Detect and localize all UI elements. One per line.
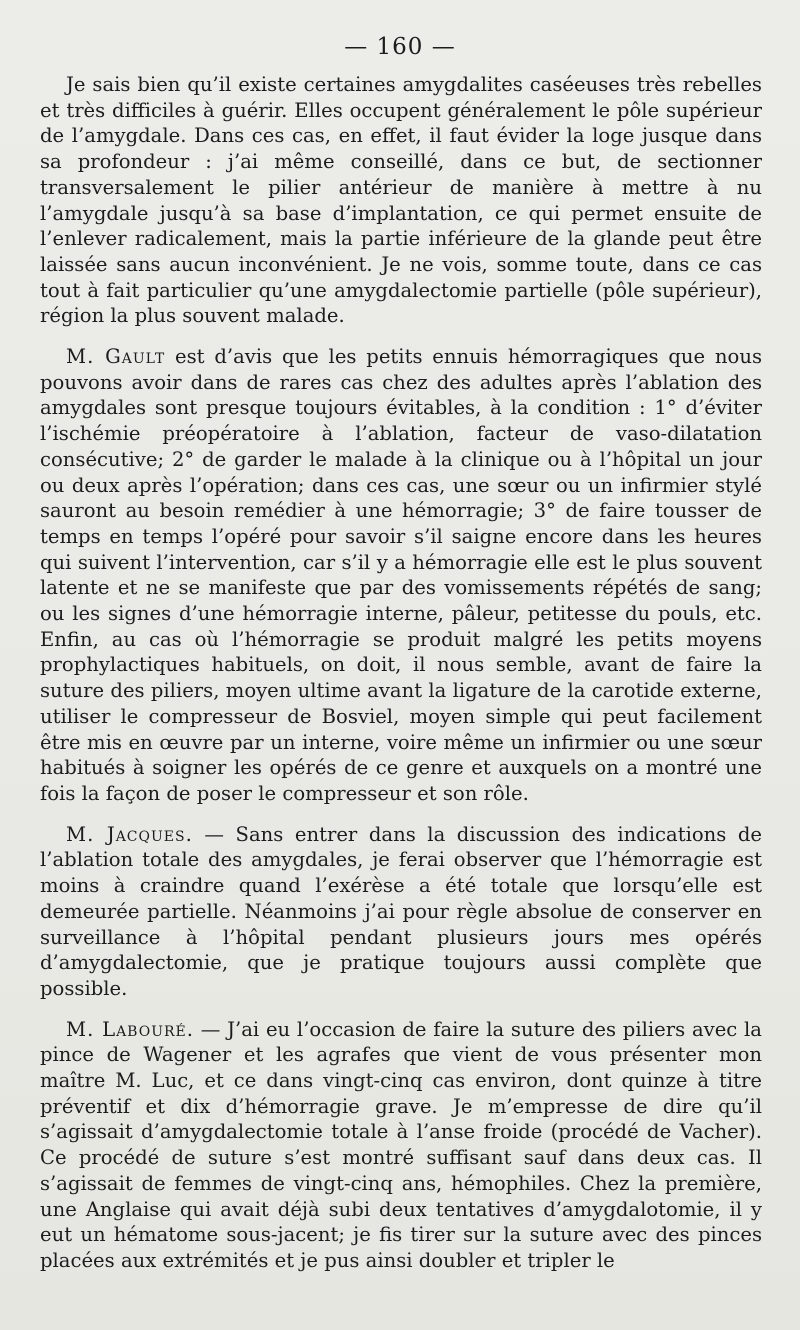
speaker-name: M. Jacques. <box>66 822 193 846</box>
paragraph-text: est d’avis que les petits ennuis hémorragiques que nous pouvons avoir dans de rares cas chez des adultes après l’ablation des amygdales sont presque toujours évitables, à la condition : 1° d’éviter l’ischémie préopératoire à l’ablation, facteur de vaso-dilatation consécutive; 2° de garder le malade à la clinique ou à l’hôpital un jour ou deux après l’opération; dans ces cas, une sœur ou un infirmier stylé sauront au besoin remédier à une hémorragie; 3° de faire tousser de temps en temps l’opéré pour savoir s’il saigne encore dans les heures qui suivent l’intervention, car s’il y a hémorragie elle est le plus souvent latente et ne se manifeste que par des vomissements répétés de sang; ou les signes d’une hémorragie interne, pâleur, petitesse du pouls, etc. Enfin, au cas où l’hémorragie se produit malgré les petits moyens prophylactiques habituels, on doit, il nous semble, avant de faire la suture des piliers, moyen ultime avant la ligature de la carotide externe, utiliser le compresseur de Bosviel, moyen simple qui peut facilement être mis en œuvre par un interne, voire même un infirmier ou une sœur habitués à soigner les opérés de ce genre et auxquels on a montré une fois la façon de poser le compresseur et son rôle. <box>40 345 762 805</box>
paragraph-3 <box>40 822 762 1002</box>
paragraph-text: — Sans entrer dans la discussion des indications de l’ablation totale des amygdales, je ferai observer que l’hémorragie est moins à craindre quand l’exérèse a été totale que lorsqu’elle est demeurée partielle. Néanmoins j’ai pour règle absolue de conserver en surveillance à l’hôpital pendant plusieurs jours mes opérés d’amygdalectomie, que je pratique toujours aussi complète que possible. <box>40 822 763 1000</box>
page-number: — 160 — <box>344 34 456 60</box>
speaker-name: M. Labouré. <box>66 1017 194 1041</box>
paragraph-4 <box>40 1017 762 1274</box>
paragraph-1 <box>40 72 762 329</box>
body-text <box>40 72 762 1289</box>
paragraph-2 <box>40 344 762 807</box>
speaker-name: M. Gault <box>66 345 166 369</box>
paragraph-text: — J’ai eu l’occasion de faire la suture des piliers avec la pince de Wagener et les agrafes que vient de vous présenter mon maître M. Luc, et ce dans vingt-cinq cas environ, dont quinze à titre préventif et dix d’hémorragie grave. Je m’empresse de dire qu’il s’agissait d’amygdalectomie totale à l’anse froide (procédé de Vacher). Ce procédé de suture s’est montré suffisant sauf dans deux cas. Il s’agissait de femmes de vingt-cinq ans, hémophiles. Chez la première, une Anglaise qui avait déjà subi deux tentatives d’amygdalotomie, il y eut un hématome sous-jacent; je fis tirer sur la suture avec des pinces placées aux extrémités et je pus ainsi doubler et tripler le <box>40 1017 762 1272</box>
paragraph-text: Je sais bien qu’il existe certaines amygdalites caséeuses très rebelles et très difficiles à guérir. Elles occupent généralement le pôle supérieur de l’amygdale. Dans ces cas, en effet, il faut évider la loge jusque dans sa profondeur : j’ai même conseillé, dans ce but, de sectionner transversalement le pilier antérieur de manière à mettre à nu l’amygdale jusqu’à sa base d’implantation, ce qui permet ensuite de l’enlever radicalement, mais la partie inférieure de la glande peut être laissée sans aucun inconvénient. Je ne vois, somme toute, dans ce cas tout à fait particulier qu’une amygdalectomie partielle (pôle supérieur), région la plus souvent malade. <box>40 73 762 328</box>
